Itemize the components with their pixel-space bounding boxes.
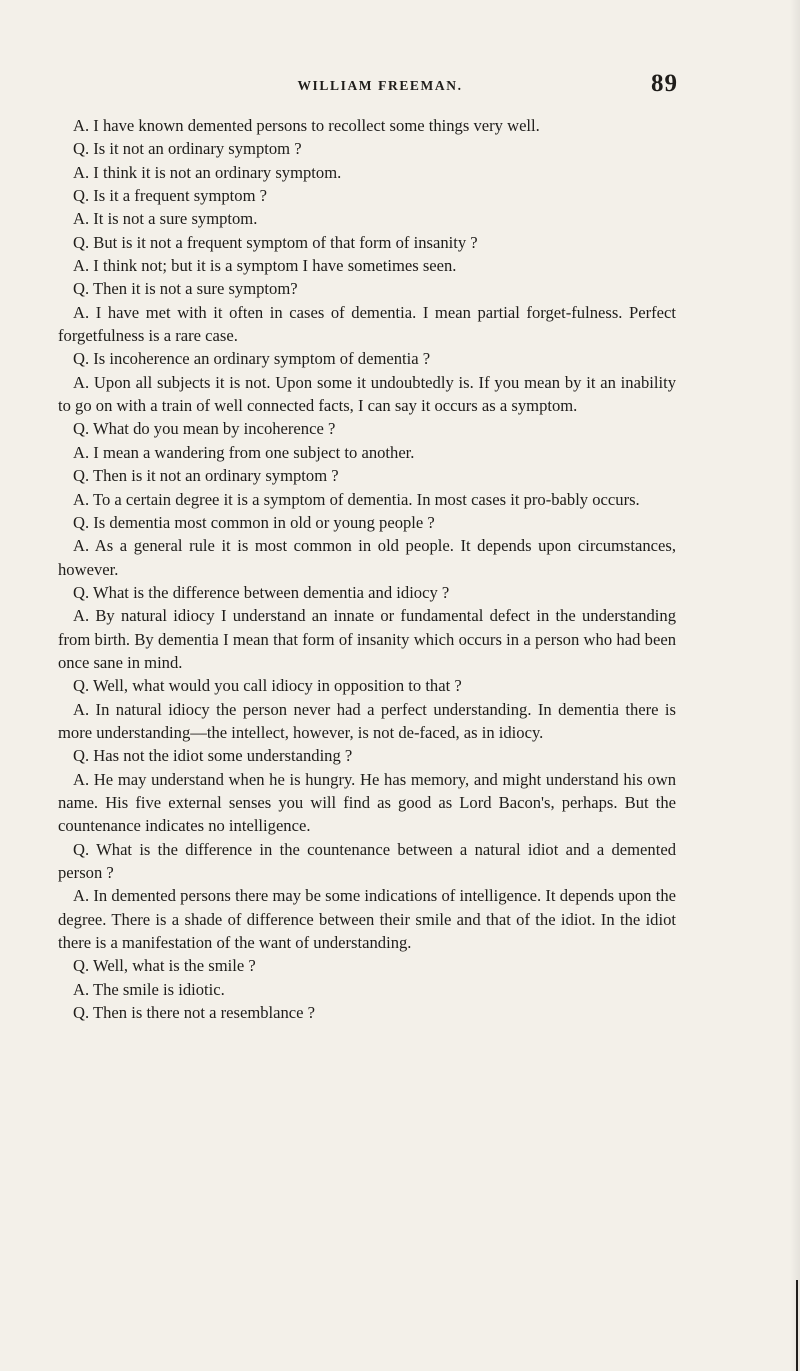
qa-paragraph: Q. Then is there not a resemblance ?	[73, 1003, 316, 1023]
qa-paragraph: A. He may understand when he is hungry. He has memory, and might understand his own name. His five external senses you will find as good as Lord Bacon's, perhaps. But the countenance indicates no intelligence.	[58, 769, 676, 836]
qa-paragraph: A. I mean a wandering from one subject to another.	[73, 442, 415, 462]
qa-paragraph: A. By natural idiocy I understand an innate or fundamental defect in the understanding from birth. By dementia I mean that form of insanity which occurs in a person who had been once sane in mind.	[58, 606, 676, 672]
qa-paragraph: Q. Has not the idiot some understanding ?	[73, 746, 353, 766]
qa-paragraph: A. I think it is not an ordinary symptom.	[73, 162, 342, 182]
qa-paragraph: A. In natural idiocy the person never had a perfect understanding. In dementia there is more understanding—the intellect, however, is not de-faced, as in idiocy.	[58, 699, 676, 742]
qa-paragraph: Q. Well, what is the smile ?	[73, 956, 256, 976]
qa-paragraph: Q. Then it is not a sure symptom?	[73, 279, 298, 299]
body-text	[58, 114, 676, 1024]
qa-paragraph: A. It is not a sure symptom.	[73, 209, 258, 229]
qa-paragraph: Q. What is the difference in the countenance between a natural idiot and a demented person ?	[58, 839, 676, 882]
page-edge-shadow	[790, 0, 800, 1371]
qa-paragraph: Q. Well, what would you call idiocy in opposition to that ?	[73, 676, 462, 696]
page-header	[60, 70, 700, 104]
qa-paragraph: A. I think not; but it is a symptom I have sometimes seen.	[73, 256, 457, 276]
running-head: WILLIAM FREEMAN.	[297, 78, 463, 93]
qa-paragraph: Q. But is it not a frequent symptom of that form of insanity ?	[73, 232, 478, 252]
qa-paragraph: Q. Is dementia most common in old or young people ?	[73, 512, 435, 532]
page-edge-mark	[796, 1280, 798, 1371]
qa-paragraph: Q. Is it not an ordinary symptom ?	[73, 139, 302, 159]
qa-paragraph: A. Upon all subjects it is not. Upon some it undoubtedly is. If you mean by it an inability to go on with a train of well connected facts, I can say it occurs as a symptom.	[58, 372, 676, 416]
qa-paragraph: Q. What do you mean by incoherence ?	[73, 419, 336, 439]
qa-paragraph: A. To a certain degree it is a symptom of dementia. In most cases it pro-bably occurs.	[73, 489, 640, 509]
qa-paragraph: A. In demented persons there may be some indications of intelligence. It depends upon the degree. There is a shade of difference between their smile and that of the idiot. In the idiot there is a manifestation of the want of understanding.	[58, 886, 676, 953]
qa-paragraph: A. I have met with it often in cases of dementia. I mean partial forget-fulness. Perfect forgetfulness is a rare case.	[58, 302, 676, 346]
qa-paragraph: Q. What is the difference between dementia and idiocy ?	[73, 582, 450, 602]
qa-paragraph: Q. Is incoherence an ordinary symptom of dementia ?	[73, 349, 431, 369]
page-number: 89	[651, 70, 678, 97]
qa-paragraph: A. The smile is idiotic.	[73, 979, 225, 999]
qa-paragraph: Q. Then is it not an ordinary symptom ?	[73, 466, 339, 486]
qa-paragraph: Q. Is it a frequent symptom ?	[73, 186, 268, 206]
qa-paragraph: A. I have known demented persons to recollect some things very well.	[73, 116, 540, 135]
qa-paragraph: A. As a general rule it is most common in old people. It depends upon circumstances, however.	[58, 536, 676, 579]
